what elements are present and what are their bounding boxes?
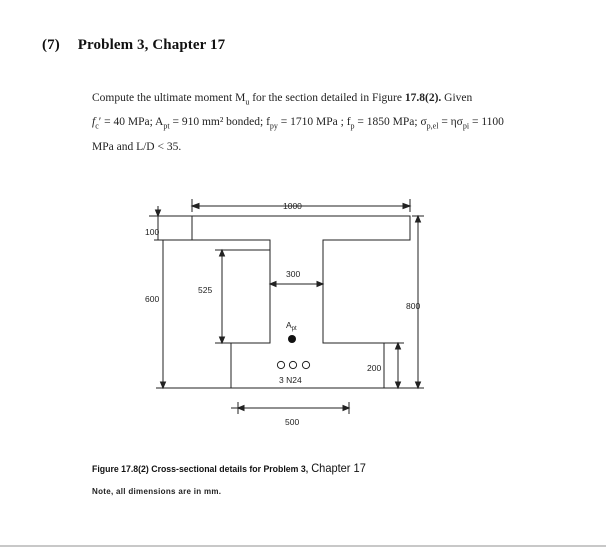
dim-flange-depth: 100 [145, 227, 160, 237]
tendon-label: $A_{pt}$ [286, 320, 297, 332]
statement-line-1: Compute the ultimate moment $M_u$ for the section detailed in Figure 17.8(2). Given [92, 92, 473, 107]
problem-title: Problem 3, Chapter 17 [77, 37, 226, 53]
bottom-divider [0, 545, 606, 547]
figure-reference: 17.8(2). [404, 92, 442, 104]
dim-bulb-depth: 200 [367, 363, 382, 373]
bar-circle-1 [277, 361, 284, 368]
statement-line-3: MPa and L/D < 35. [92, 140, 182, 153]
dim-top-width: 1000 [283, 201, 302, 211]
dim-bulb-width: 500 [285, 417, 300, 427]
bar-circle-2 [289, 361, 296, 368]
tendon-dot [288, 335, 296, 343]
bar-circle-3 [302, 361, 309, 368]
statement-line-2: $f_c' = 40$ MPa; $A_{pt} = 910$ mm² bonded; $f_{py} = 1710$ MPa ; $f_p = 1850$ MPa; $\sigma_{p,el} = \eta\sigma_{pi} = 1100$ [92, 116, 504, 131]
figure-caption: Figure 17.8(2) Cross-sectional details for Problem 3, Chapter 17 [92, 461, 366, 475]
bars-label: 3 N24 [279, 375, 302, 385]
dim-web-depth: 525 [198, 285, 213, 295]
problem-number: (7) [42, 37, 60, 53]
dim-total-depth: 800 [406, 301, 421, 311]
dim-web-width: 300 [286, 269, 301, 279]
dim-left-depth: 600 [145, 294, 160, 304]
dimension-note: Note, all dimensions are in mm. [92, 487, 222, 496]
